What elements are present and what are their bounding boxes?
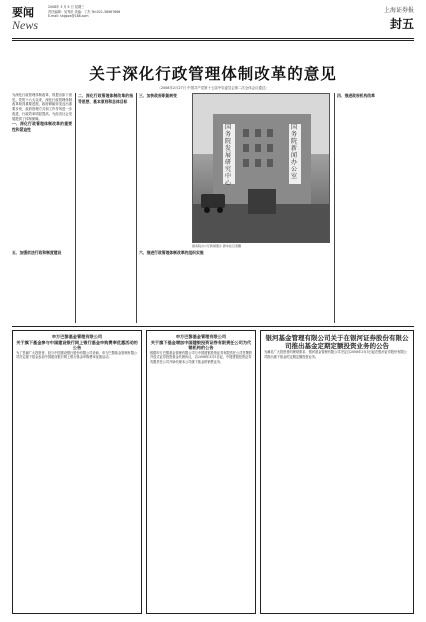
paper-name: 上海证券报: [383, 7, 414, 14]
photo-caption: 国务院办公厅新闻照片 新华社记者摄: [192, 244, 241, 248]
column-divider: [334, 93, 335, 323]
article-subhead-4: 四、推进政府机构改革: [337, 93, 375, 98]
ad-shenwan-ccb: [12, 330, 142, 614]
ad-body: 为满足广大投资者的理财需求，银河基金管理有限公司决定自2008年3月5日起在银河证券股份有限公司推出旗下基金的定期定额投资业务。: [264, 350, 407, 359]
article-column-6: [139, 250, 329, 320]
article-photo: [192, 93, 330, 243]
ad-title: 银河基金管理有限公司关于在银河证券股份有限公司推出基金定期定额投资业务的公告: [265, 334, 409, 350]
article-source: （2008年2月27日 中国共产党第十七届中央委员会第二次全体会议通过）: [157, 86, 269, 90]
meta-date: 2008年 3 月 5 日 星期三: [48, 5, 85, 9]
ads-divider: [12, 326, 414, 327]
meta-email: E-mail: shgpzx@188.com: [48, 14, 89, 19]
sign-right: 国务院新闻办公室: [291, 124, 298, 180]
column-divider: [136, 93, 137, 323]
ad-title: 申万巴黎基金管理有限公司 关于旗下基金增加中国建银投资证券有限责任公司为代销机构的公告: [150, 334, 252, 350]
article-subhead-3: 三、加快政府职能转变: [139, 93, 177, 98]
masthead-rule-thin: [12, 40, 414, 41]
ad-body: 为了答谢广大投资者，经与中国建设银行股份有限公司协商，申万巴黎基金管理有限公司决定旗下基金参加中国建设银行网上银行基金申购费率优惠活动。: [16, 350, 138, 359]
article-column-5: [12, 250, 132, 320]
article-column-4: [337, 93, 414, 323]
sign-left: 国务院发展研究中心: [225, 124, 232, 187]
article-subhead-5: 五、加强依法行政和制度建设: [12, 250, 62, 255]
article-intro: 为深化行政管理体制改革，现提出如下意见。党的十六大以来，深化行政管理体制改革取得重要进展，政府职能转变迈出重要步伐，政府管理方式和工作作风进一步改进，行政效率明显提高，为经济社会发展提供了体制保障。: [12, 93, 72, 121]
section-label: 要闻: [12, 6, 34, 19]
article-headline: 关于深化行政管理体制改革的意见: [89, 64, 337, 83]
article-subhead-1: 一、深化行政管理体制改革的重要性和紧迫性: [12, 121, 72, 133]
masthead-meta: [48, 5, 248, 19]
ad-yinhe-fund: [260, 330, 414, 614]
article-subhead-2: 二、深化行政管理体制改革的指导思想、基本原则和总体目标: [78, 93, 133, 104]
section-label-en: News: [12, 18, 39, 32]
ad-shenwan-jianyin: [146, 330, 256, 614]
article-subhead-6: 六、推进行政管理体制改革的组织实施: [139, 250, 204, 255]
government-building-photo: [193, 94, 330, 243]
page-section: 封五: [389, 17, 414, 31]
meta-editor: 责任编辑：吴秀洪 美编：丁杰 Tel:021-38967666: [48, 9, 121, 14]
ad-title: 申万巴黎基金管理有限公司 关于旗下基金参与中国建设银行网上银行基金申购费率优惠活动的公告: [16, 334, 138, 350]
ad-body: 根据申万巴黎基金管理有限公司与中国建银投资证券有限责任公司签署的开放式证券投资基金代销协议，自2008年3月5日起，中国建银投资证券有限责任公司开始代理本公司旗下基金的销售业务。: [150, 350, 252, 364]
masthead-rule: [12, 38, 414, 39]
masthead: [0, 0, 426, 40]
